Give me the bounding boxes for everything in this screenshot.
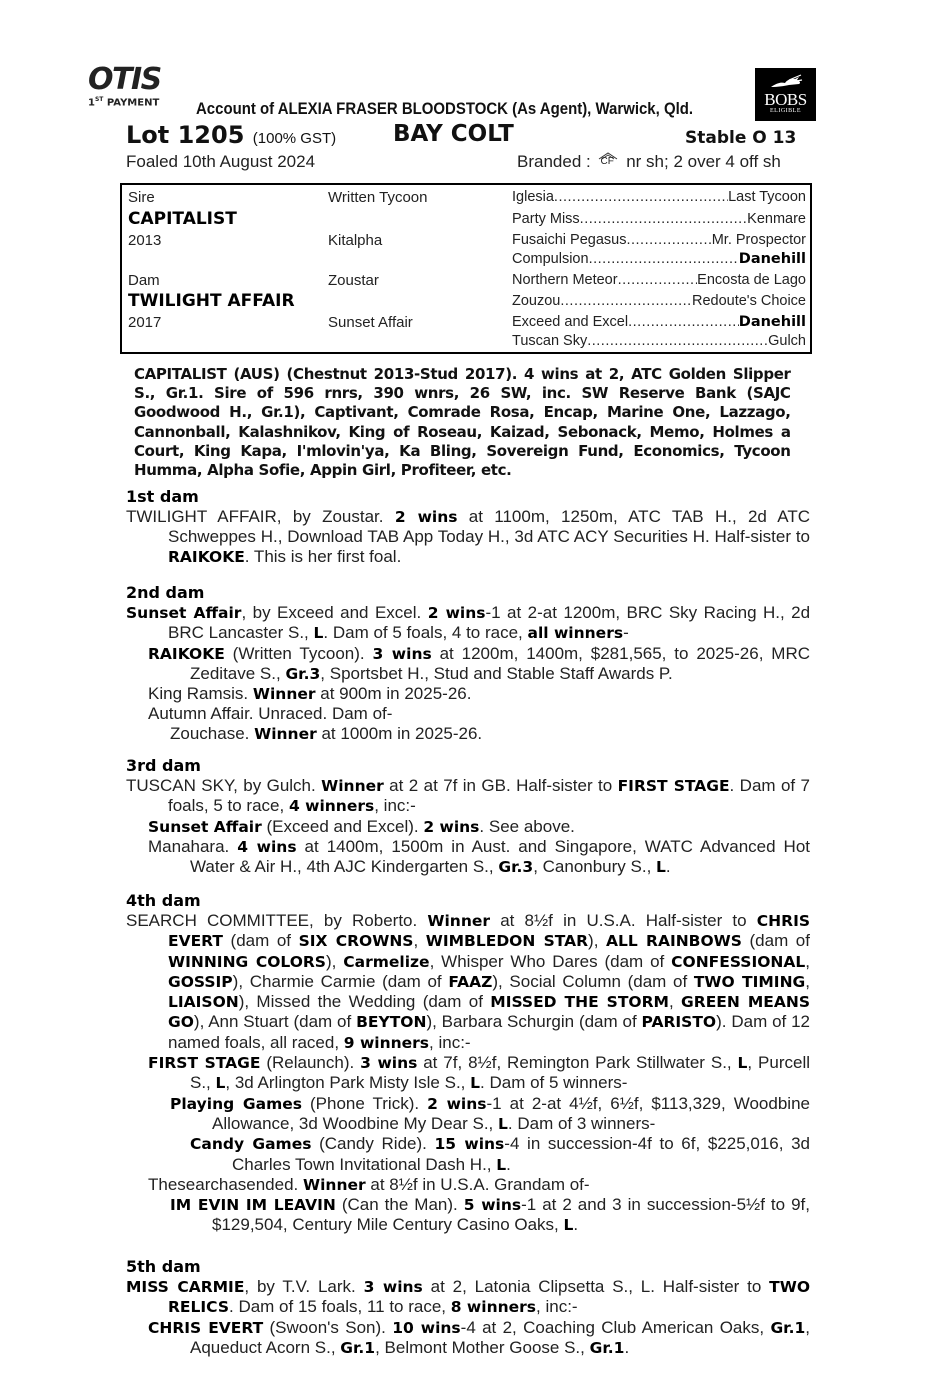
text: , inc:- bbox=[536, 1297, 578, 1317]
bold-text: ALL RAINBOWS bbox=[606, 932, 742, 951]
text: , 3d Arlington Park Misty Isle S., bbox=[225, 1073, 471, 1093]
pedigree-entry bbox=[126, 911, 810, 1053]
bold-text: 4 winners bbox=[288, 797, 375, 816]
text: TWILIGHT AFFAIR, by Zoustar. bbox=[126, 507, 395, 526]
text: . See above. bbox=[479, 816, 575, 836]
text: -1 at 2-at 4½f, 6½f, $113,329, Woodbine Allowance, 3d Woodbine My Dear S., bbox=[212, 1093, 810, 1133]
text: . Dam of 7 foals, 5 to race, bbox=[168, 776, 811, 816]
text: at 1200m, 1400m, $281,565, to 2025-26, MRC Zeditave S., bbox=[190, 643, 811, 683]
dam-section-2 bbox=[126, 583, 810, 744]
bold-text: L bbox=[737, 1054, 748, 1073]
text: , Canonbury S., bbox=[533, 857, 657, 877]
dam-section-heading: 1st dam bbox=[126, 487, 199, 506]
text: ), Charmie Carmie (dam of bbox=[232, 971, 449, 991]
text: , bbox=[413, 931, 426, 951]
bold-text: L bbox=[498, 1114, 508, 1133]
dam-dam: Sunset Affair bbox=[328, 314, 413, 331]
bold-text: Gr.3 bbox=[285, 664, 321, 683]
pedigree-entry bbox=[126, 1195, 810, 1236]
text: ), Social Column (dam of bbox=[492, 971, 694, 991]
text: , bbox=[668, 992, 682, 1012]
text: at 2, Latonia Clipsetta S., L. Half-sister to bbox=[422, 1277, 770, 1296]
bold-text: MISSED THE STORM bbox=[490, 993, 669, 1012]
bold-text: L bbox=[215, 1074, 226, 1093]
dam-section-3 bbox=[126, 756, 810, 877]
pedigree-entry bbox=[126, 603, 810, 644]
text: -4 at 2, Coaching Club American Oaks, bbox=[460, 1317, 771, 1337]
text: (Written Tycoon). bbox=[224, 643, 373, 663]
bold-text: LIAISON bbox=[168, 993, 239, 1012]
text: King Ramsis. bbox=[148, 684, 253, 704]
bold-text: L bbox=[656, 858, 666, 877]
pedigree-gen3-row: Zouzou ..... Redoute's Choice bbox=[512, 293, 806, 309]
pedigree-entry bbox=[126, 644, 810, 685]
pedigree-entry bbox=[126, 817, 810, 837]
bold-text: L bbox=[470, 1074, 481, 1093]
text: . bbox=[573, 1215, 579, 1235]
pedigree-entry bbox=[126, 1277, 810, 1318]
text: . bbox=[506, 1154, 511, 1174]
pedigree-gen3-row: Fusaichi Pegasus ..... Mr. Prospector bbox=[512, 232, 806, 248]
pedigree-entry bbox=[126, 1318, 810, 1359]
text: ), Ann Stuart (dam of bbox=[193, 1012, 357, 1032]
text: . bbox=[665, 857, 671, 877]
pedigree-entry bbox=[126, 684, 810, 704]
pedigree-entry bbox=[126, 1094, 810, 1135]
bold-text: 2 wins bbox=[427, 1094, 487, 1113]
text: (Exceed and Excel). bbox=[261, 816, 424, 836]
bold-text: CHRIS EVERT bbox=[168, 912, 810, 951]
bold-text: 2 wins bbox=[394, 508, 458, 526]
bold-text: Candy Games bbox=[190, 1135, 312, 1154]
text: (dam of bbox=[741, 931, 810, 951]
lot-number: Lot 1205 (100% GST) bbox=[126, 121, 337, 149]
pedigree-gen3-row: Iglesia ..... Last Tycoon bbox=[512, 189, 806, 205]
bold-text: GREEN MEANS GO bbox=[168, 993, 810, 1032]
bold-text: WINNING COLORS bbox=[168, 952, 326, 971]
bold-text: MISS CARMIE bbox=[126, 1278, 245, 1296]
bold-text: 3 wins bbox=[372, 644, 432, 663]
bold-text: Gr.1 bbox=[340, 1338, 376, 1357]
text: , inc:- bbox=[429, 1032, 471, 1052]
brand-mark-icon: CF bbox=[597, 152, 619, 168]
text: (Swoon's Son). bbox=[263, 1317, 393, 1337]
sire-year: 2013 bbox=[128, 232, 162, 249]
bold-text: Winner bbox=[321, 777, 384, 795]
text: , bbox=[805, 951, 810, 971]
pedigree-entry bbox=[126, 776, 810, 817]
bold-text: GOSSIP bbox=[168, 972, 233, 991]
text: Thesearchasended. bbox=[148, 1174, 303, 1194]
text: . Dam of 3 winners- bbox=[507, 1113, 656, 1133]
text: ), Barbara Schurgin (dam of bbox=[426, 1012, 642, 1032]
bold-text: 9 winners bbox=[343, 1033, 430, 1052]
pedigree-gen3-row: Compulsion ..... Danehill bbox=[512, 251, 806, 267]
bold-text: FIRST STAGE bbox=[148, 1054, 261, 1073]
brand-description: Branded : CF nr sh; 2 over 4 off sh bbox=[517, 152, 781, 171]
bold-text: IM EVIN IM LEAVIN bbox=[170, 1196, 336, 1215]
dam-name: TWILIGHT AFFAIR bbox=[128, 291, 295, 311]
bold-text: Winner bbox=[427, 912, 491, 930]
text: , bbox=[805, 971, 811, 991]
sire-summary: CAPITALIST (AUS) (Chestnut 2013-Stud 2017). 4 wins at 2, ATC Golden Slipper S., Gr.1. Sire of 596 rnrs, 390 wnrs, 26 SW, inc. SW Reserve Bank (SAJC Goodwood H., Gr.1), Captivant, Comrade Rosa, Encap, Marine One, Lazzago, Cannonball, Kalashnikov, King of Roseau, Kaizad, Sebonack, Memo, Holmes a Court, King Kapa, I'mlovin'ya, Ka Bling, Sovereign Fund, Economics, Tycoon Humma, Alpha Sofie, Appin Girl, Profiteer, etc. bbox=[134, 365, 791, 480]
foaled-date: Foaled 10th August 2024 bbox=[126, 152, 316, 171]
pedigree-gen3-row: Tuscan Sky ..... Gulch bbox=[512, 333, 806, 349]
bold-text: Playing Games bbox=[170, 1094, 302, 1113]
text: (Phone Trick). bbox=[301, 1093, 428, 1113]
bold-text: Carmelize bbox=[343, 952, 430, 971]
sire-dam: Kitalpha bbox=[328, 232, 383, 249]
vendor-account: Account of ALEXIA FRASER BLOODSTOCK (As Agent), Warwick, Qld. bbox=[196, 99, 694, 118]
bold-text: 4 wins bbox=[237, 837, 297, 856]
text: -1 at 2-at 1200m, BRC Sky Racing H., 2d BRC Lancaster S., bbox=[168, 603, 811, 643]
bold-text: 3 wins bbox=[363, 1278, 423, 1296]
bold-text: TWO TIMING bbox=[693, 972, 806, 991]
bold-text: all winners bbox=[527, 624, 624, 643]
text: ), bbox=[588, 931, 607, 951]
text: . bbox=[624, 1337, 630, 1357]
text: Zouchase. bbox=[170, 723, 255, 743]
bold-text: L bbox=[496, 1155, 507, 1174]
sire-label: Sire bbox=[128, 189, 155, 206]
otis-logo-word: OTIS bbox=[88, 62, 161, 97]
bold-text: FAAZ bbox=[448, 972, 493, 991]
text: ). Dam of 12 named foals, all raced, bbox=[168, 1012, 811, 1052]
bold-text: Gr.1 bbox=[589, 1338, 625, 1357]
text: . Dam of 15 foals, 11 to race, bbox=[229, 1297, 451, 1317]
text: -4 in succession-4f to 6f, $225,016, 3d Charles Town Invitational Dash H., bbox=[232, 1134, 810, 1174]
text: , Whisper Who Dares (dam of bbox=[429, 951, 672, 971]
text: , by T.V. Lark. bbox=[244, 1277, 364, 1296]
bold-text: L bbox=[563, 1216, 574, 1235]
bold-text: CHRIS EVERT bbox=[148, 1318, 264, 1337]
pedigree-gen3-row: Party Miss ..... Kenmare bbox=[512, 211, 806, 227]
stable-location: Stable O 13 bbox=[685, 128, 797, 148]
bold-text: FIRST STAGE bbox=[617, 777, 730, 795]
pedigree-gen3-row: Exceed and Excel ..... Danehill bbox=[512, 314, 806, 330]
bold-text: 15 wins bbox=[434, 1135, 505, 1154]
pedigree-entry bbox=[126, 704, 810, 723]
text: SEARCH COMMITTEE, by Roberto. bbox=[126, 911, 428, 930]
bold-text: BEYTON bbox=[356, 1013, 427, 1032]
text: (Can the Man). bbox=[335, 1195, 464, 1215]
bold-text: TWO RELICS bbox=[168, 1278, 811, 1317]
text: at 7f, 8½f, Remington Park Stillwater S., bbox=[417, 1053, 738, 1073]
text: , Aqueduct Acorn S., bbox=[190, 1317, 811, 1357]
bold-text: Gr.3 bbox=[498, 858, 534, 877]
pedigree-entry bbox=[126, 837, 810, 878]
text: , by Exceed and Excel. bbox=[241, 603, 428, 622]
text: (Relaunch). bbox=[260, 1053, 361, 1073]
bold-text: SIX CROWNS bbox=[298, 932, 414, 951]
bold-text: RAIKOKE bbox=[148, 644, 225, 663]
text: . This is her first foal. bbox=[244, 546, 402, 566]
bold-text: 10 wins bbox=[392, 1318, 461, 1337]
pedigree-entry bbox=[126, 1175, 810, 1195]
bold-text: Gr.1 bbox=[770, 1318, 806, 1337]
dam-label: Dam bbox=[128, 272, 160, 289]
text: at 900m in 2025-26. bbox=[315, 684, 472, 704]
bold-text: L bbox=[313, 624, 324, 643]
bold-text: 3 wins bbox=[360, 1054, 418, 1073]
dam-section-heading: 2nd dam bbox=[126, 583, 205, 602]
text: . Dam of 5 winners- bbox=[480, 1073, 628, 1093]
bobs-eligible-badge bbox=[755, 68, 816, 121]
gst-note: (100% GST) bbox=[252, 130, 337, 147]
text: ), bbox=[325, 951, 344, 971]
text: ), Missed the Wedding (dam of bbox=[238, 992, 491, 1012]
sire-sire: Written Tycoon bbox=[328, 189, 428, 206]
dam-section-4 bbox=[126, 891, 810, 1236]
text: TUSCAN SKY, by Gulch. bbox=[126, 776, 322, 795]
bobs-badge-title: BOBS bbox=[764, 90, 807, 109]
bold-text: Sunset Affair bbox=[126, 604, 242, 622]
text: at 8½f in U.S.A. Grandam of- bbox=[365, 1174, 590, 1194]
dam-section-heading: 5th dam bbox=[126, 1257, 201, 1276]
pedigree-entry bbox=[126, 1134, 810, 1175]
bold-text: 8 winners bbox=[450, 1298, 537, 1317]
text: at 1000m in 2025-26. bbox=[316, 723, 483, 743]
text: -1 at 2 and 3 in succession-5½f to 9f, $129,504, Century Mile Century Casino Oaks, bbox=[212, 1195, 810, 1235]
bold-text: Winner bbox=[303, 1175, 366, 1194]
text: , Belmont Mother Goose S., bbox=[375, 1337, 590, 1357]
pedigree-entry bbox=[126, 1053, 810, 1094]
text: , Purcell S., bbox=[190, 1053, 810, 1093]
pedigree-entry bbox=[126, 507, 810, 567]
dam-section-5 bbox=[126, 1257, 810, 1358]
dam-sire: Zoustar bbox=[328, 272, 379, 289]
bold-text: 2 wins bbox=[427, 604, 486, 622]
text: (Candy Ride). bbox=[311, 1134, 435, 1154]
text: at 1100m, 1250m, ATC TAB H., 2d ATC Schweppes H., Download TAB App Today H., 3d ATC ACY Securities H. Half-sister to bbox=[168, 507, 810, 547]
text: Autumn Affair. Unraced. Dam of- bbox=[148, 704, 393, 724]
dam-year: 2017 bbox=[128, 314, 162, 331]
pedigree-gen3-row: Northern Meteor ..... Encosta de Lago bbox=[512, 272, 806, 288]
pedigree-entry bbox=[126, 724, 810, 744]
text: , inc:- bbox=[374, 796, 416, 816]
bobs-badge-subtitle: ELIGIBLE bbox=[770, 108, 801, 114]
bold-text: Winner bbox=[254, 724, 317, 743]
otis-logo-subtitle: 1ST PAYMENT bbox=[88, 96, 160, 109]
dam-section-1 bbox=[126, 487, 810, 567]
bold-text: PARISTO bbox=[641, 1013, 717, 1032]
text: at 2 at 7f in GB. Half-sister to bbox=[383, 776, 618, 795]
text: - bbox=[623, 623, 629, 643]
text: (dam of bbox=[222, 931, 299, 951]
horse-description: BAY COLT bbox=[393, 121, 514, 147]
bold-text: 5 wins bbox=[463, 1196, 522, 1215]
otis-logo bbox=[88, 62, 178, 112]
sire-name: CAPITALIST bbox=[128, 209, 237, 229]
bold-text: CONFESSIONAL bbox=[671, 952, 806, 971]
bold-text: RAIKOKE bbox=[168, 547, 245, 566]
text: . Dam of 5 foals, 4 to race, bbox=[323, 623, 528, 643]
text: Manahara. bbox=[148, 836, 238, 856]
dam-section-heading: 4th dam bbox=[126, 891, 201, 910]
bold-text: WIMBLEDON STAR bbox=[425, 932, 589, 951]
horse-head-icon bbox=[769, 74, 803, 90]
text: , Sportsbet H., Stud and Stable Staff Awards P. bbox=[320, 663, 673, 683]
text: at 8½f in U.S.A. Half-sister to bbox=[490, 911, 757, 930]
dam-section-heading: 3rd dam bbox=[126, 756, 201, 775]
pedigree-table bbox=[120, 183, 812, 354]
text: at 1400m, 1500m in Aust. and Singapore, WATC Advanced Hot Water & Air H., 4th AJC Kindergarten S., bbox=[190, 836, 811, 877]
bold-text: Sunset Affair bbox=[148, 817, 262, 836]
bold-text: Winner bbox=[252, 685, 316, 704]
bold-text: 2 wins bbox=[423, 817, 480, 836]
